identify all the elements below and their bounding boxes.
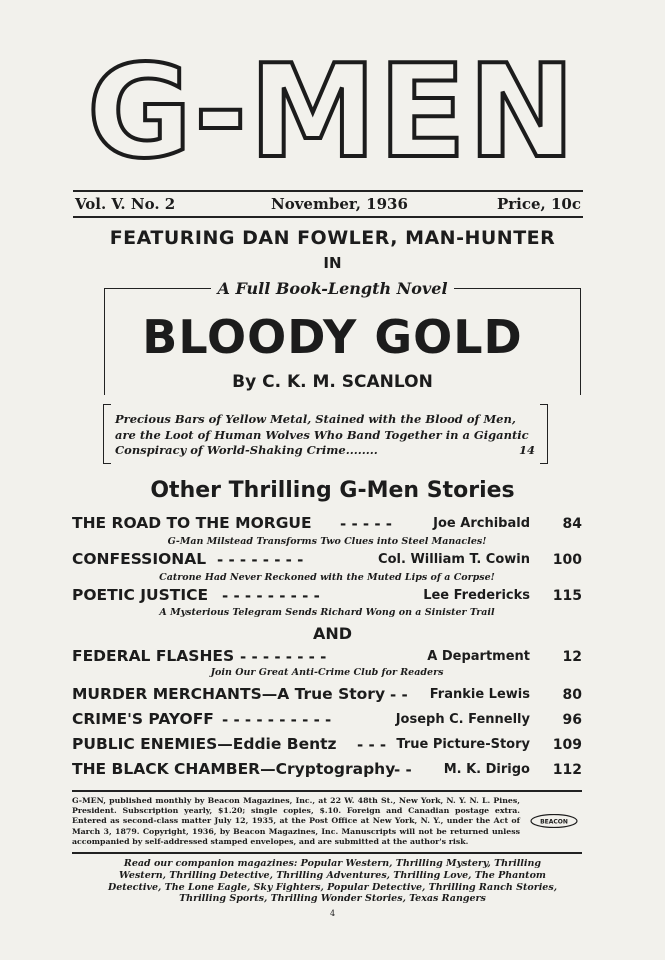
leader-dashes: - - - - - - - - [240,648,327,666]
blurb-bracket-right [540,404,548,464]
feature-title: MURDER MERCHANTS—A True Story [72,685,386,703]
toc-row-murder-merchants[interactable] [72,685,582,707]
novel-label: A Full Book-Length Novel [0,279,665,298]
feature-author: True Picture-Story [396,737,530,752]
other-stories-heading: Other Thrilling G-Men Stories [150,478,515,503]
novel-page: 14 [518,443,535,457]
department-subtitle: Join Our Great Anti-Crime Club for Readers [210,667,444,678]
feature-page: 109 [552,737,582,753]
page-number: 4 [329,909,336,918]
logo-text: G-MEN [86,38,578,178]
story-title: THE ROAD TO THE MORGUE [72,514,312,532]
leader-dashes: - - - [357,736,387,754]
department-author: A Department [427,649,530,664]
leader-dashes: - - - - - - - - - - [222,711,332,729]
feature-author: M. K. Dirigo [443,762,530,777]
novel-title: BLOODY GOLD [142,310,523,364]
feature-page: 80 [562,687,582,703]
story-author: Joe Archibald [433,516,530,531]
feature-title: PUBLIC ENEMIES—Eddie Bentz [72,735,337,753]
masthead-logo [0,38,665,178]
novel-byline: By C. K. M. SCANLON [232,372,433,392]
story-page: 115 [552,588,582,604]
issue-bar [73,190,583,218]
volume-number: Vol. V. No. 2 [75,195,176,213]
department-title: FEDERAL FLASHES [72,647,235,665]
story-subtitle: G-Man Milstead Transforms Two Clues into Steel Manacles! [167,536,487,547]
feature-author: Frankie Lewis [429,687,530,702]
toc-row-story-2[interactable] [72,550,582,572]
feature-page: 96 [562,712,582,728]
leader-dashes: - - [394,761,412,779]
and-label: AND [312,624,353,643]
story-title: CONFESSIONAL [72,550,207,568]
emblem-text: BEACON [540,818,568,826]
leader-dashes: - - [390,686,408,704]
featuring-line: FEATURING DAN FOWLER, MAN-HUNTER [109,227,556,249]
toc-row-story-3[interactable] [72,586,582,608]
department-page: 12 [562,649,582,665]
leader-dashes: - - - - - - - - [217,551,304,569]
feature-title: CRIME'S PAYOFF [72,710,214,728]
story-page: 84 [562,516,582,532]
beacon-emblem-icon [530,814,578,828]
in-label: IN [323,254,342,272]
g-men-logo-graphic [0,38,665,178]
story-subtitle: Catrone Had Never Reckoned with the Muted Lips of a Corpse! [159,572,495,583]
novel-blurb: Precious Bars of Yellow Metal, Stained with the Blood of Men, are the Loot of Human Wolves Who Band Together in a Gigantic Conspiracy of World-Shaking Crime........ 14 [115,412,535,457]
feature-author: Joseph C. Fennelly [395,712,530,727]
publisher-note [72,790,582,854]
story-page: 100 [552,552,582,568]
toc-row-story-1[interactable] [72,514,582,536]
toc-row-public-enemies[interactable] [72,735,582,757]
feature-page: 112 [552,762,582,778]
story-author: Col. William T. Cowin [378,552,530,567]
toc-row-black-chamber[interactable] [72,760,582,782]
toc-row-federal-flashes[interactable] [72,647,582,669]
leader-dashes: - - - - - - - - - [222,587,320,605]
toc-row-crimes-payoff[interactable] [72,710,582,732]
story-author: Lee Fredericks [423,588,530,603]
companion-magazines-note: Read our companion magazines: Popular Western, Thrilling Mystery, Thrilling Western, Thrilling Detective, Thrilling Adventures, Thrilling Love, The Phantom Detective, The Lone Eagle, Sky Fighters, Popular Detective, Thrilling Ranch Stories, Thrilling Sports, Thrilling Wonder Stories, Texas Rangers [107,858,558,905]
publisher-note-text: G-MEN, published monthly by Beacon Magazines, Inc., at 22 W. 48th St., New York, N. Y. N. L. Pines, President. Subscription yearly, $1.20; single copies, $.10. Foreign and Canadian postage extra. Entered as second-class matter July 12, 1935, at the Post Office at New York, N. Y., under the Act of March 3, 1879. Copyright, 1936, by Beacon Magazines, Inc. Manuscripts will not be returned unless accompanied by self-addressed stamped envelopes, and are submitted at the author's risk. [72,796,520,846]
leader-dashes: - - - - - [340,515,393,533]
story-title: POETIC JUSTICE [72,586,209,604]
story-subtitle: A Mysterious Telegram Sends Richard Wong on a Sinister Trail [159,607,495,618]
price: Price, 10c [496,195,581,213]
issue-date: November, 1936 [271,195,408,213]
blurb-bracket-left [103,404,111,464]
feature-title: THE BLACK CHAMBER—Cryptography [72,760,396,778]
